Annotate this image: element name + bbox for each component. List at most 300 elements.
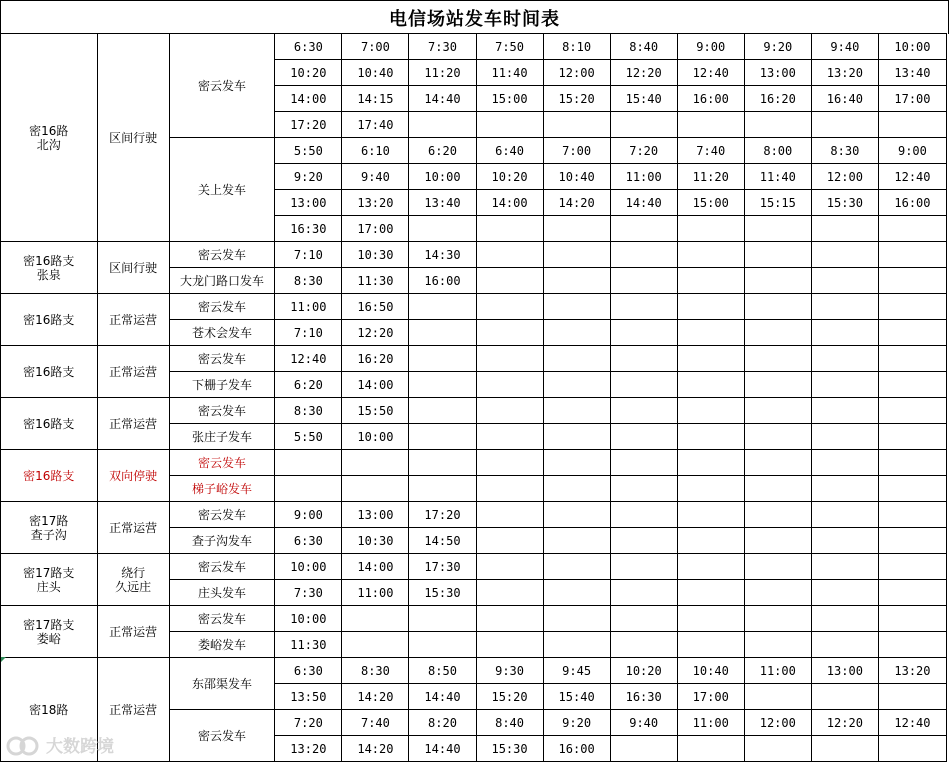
departure-time-cell: 11:40	[744, 164, 811, 190]
departure-time-cell: 5:50	[275, 138, 342, 164]
empty-cell	[677, 736, 744, 762]
empty-cell	[409, 112, 476, 138]
departure-time-cell: 7:00	[543, 138, 610, 164]
empty-cell	[610, 294, 677, 320]
departure-time-cell: 8:30	[275, 398, 342, 424]
departure-time-cell: 9:45	[543, 658, 610, 684]
departure-point-cell: 密云发车	[169, 34, 275, 138]
departure-time-cell: 16:00	[543, 736, 610, 762]
empty-cell	[476, 242, 543, 268]
empty-cell	[342, 632, 409, 658]
departure-point-cell: 密云发车	[169, 606, 275, 632]
departure-time-cell: 15:40	[610, 86, 677, 112]
empty-cell	[811, 476, 878, 502]
departure-time-cell: 16:00	[878, 190, 946, 216]
empty-cell	[677, 268, 744, 294]
departure-time-cell: 10:40	[677, 658, 744, 684]
departure-point-cell: 苍术会发车	[169, 320, 275, 346]
empty-cell	[409, 372, 476, 398]
empty-cell	[811, 580, 878, 606]
empty-cell	[476, 450, 543, 476]
departure-time-cell: 13:40	[878, 60, 946, 86]
departure-time-cell: 12:40	[275, 346, 342, 372]
empty-cell	[610, 580, 677, 606]
empty-cell	[275, 450, 342, 476]
empty-cell	[878, 476, 946, 502]
empty-cell	[476, 424, 543, 450]
empty-cell	[543, 112, 610, 138]
departure-point-cell: 密云发车	[169, 294, 275, 320]
empty-cell	[878, 372, 946, 398]
empty-cell	[744, 294, 811, 320]
departure-point-cell: 庄头发车	[169, 580, 275, 606]
empty-cell	[744, 112, 811, 138]
departure-time-cell: 17:40	[342, 112, 409, 138]
empty-cell	[543, 528, 610, 554]
empty-cell	[409, 424, 476, 450]
empty-cell	[744, 398, 811, 424]
departure-time-cell: 16:00	[409, 268, 476, 294]
table-row	[1, 658, 947, 684]
empty-cell	[677, 476, 744, 502]
departure-time-cell: 11:00	[677, 710, 744, 736]
empty-cell	[878, 268, 946, 294]
empty-cell	[409, 294, 476, 320]
empty-cell	[744, 606, 811, 632]
departure-time-cell: 10:20	[275, 60, 342, 86]
departure-point-cell: 下栅子发车	[169, 372, 275, 398]
departure-time-cell: 12:00	[744, 710, 811, 736]
departure-time-cell: 15:50	[342, 398, 409, 424]
empty-cell	[543, 580, 610, 606]
table-title: 电信场站发车时间表	[0, 0, 949, 34]
departure-time-cell: 12:20	[610, 60, 677, 86]
empty-cell	[543, 476, 610, 502]
empty-cell	[275, 476, 342, 502]
departure-time-cell: 6:30	[275, 658, 342, 684]
departure-time-cell: 13:00	[275, 190, 342, 216]
departure-point-cell: 密云发车	[169, 346, 275, 372]
empty-cell	[811, 606, 878, 632]
empty-cell	[677, 580, 744, 606]
empty-cell	[476, 346, 543, 372]
departure-time-cell: 14:20	[543, 190, 610, 216]
empty-cell	[744, 216, 811, 242]
table-row	[1, 242, 947, 268]
departure-time-cell: 14:40	[409, 86, 476, 112]
departure-time-cell: 6:40	[476, 138, 543, 164]
departure-time-cell: 16:20	[342, 346, 409, 372]
departure-time-cell: 17:20	[409, 502, 476, 528]
departure-time-cell: 15:20	[543, 86, 610, 112]
empty-cell	[677, 320, 744, 346]
operation-mode-cell: 正常运营	[97, 502, 169, 554]
departure-point-cell: 查子沟发车	[169, 528, 275, 554]
departure-time-cell: 6:20	[275, 372, 342, 398]
empty-cell	[811, 528, 878, 554]
departure-time-cell: 13:40	[409, 190, 476, 216]
departure-time-cell: 7:20	[275, 710, 342, 736]
departure-time-cell: 9:00	[677, 34, 744, 60]
departure-time-cell: 15:30	[811, 190, 878, 216]
departure-time-cell: 14:40	[409, 736, 476, 762]
departure-time-cell: 13:20	[342, 190, 409, 216]
empty-cell	[878, 294, 946, 320]
departure-time-cell: 9:30	[476, 658, 543, 684]
departure-time-cell: 7:10	[275, 320, 342, 346]
empty-cell	[543, 606, 610, 632]
empty-cell	[878, 398, 946, 424]
departure-time-cell: 16:30	[610, 684, 677, 710]
departure-time-cell: 8:30	[342, 658, 409, 684]
empty-cell	[610, 320, 677, 346]
departure-time-cell: 15:15	[744, 190, 811, 216]
empty-cell	[610, 372, 677, 398]
empty-cell	[409, 398, 476, 424]
departure-time-cell: 14:15	[342, 86, 409, 112]
empty-cell	[744, 632, 811, 658]
empty-cell	[878, 242, 946, 268]
empty-cell	[878, 528, 946, 554]
table-row	[1, 502, 947, 528]
empty-cell	[744, 242, 811, 268]
departure-time-cell: 7:40	[342, 710, 409, 736]
empty-cell	[878, 346, 946, 372]
departure-time-cell: 9:20	[543, 710, 610, 736]
empty-cell	[677, 632, 744, 658]
empty-cell	[476, 606, 543, 632]
departure-time-cell: 10:40	[543, 164, 610, 190]
empty-cell	[543, 502, 610, 528]
departure-time-cell: 14:00	[476, 190, 543, 216]
departure-point-cell: 关上发车	[169, 138, 275, 242]
empty-cell	[811, 216, 878, 242]
empty-cell	[476, 632, 543, 658]
departure-time-cell: 6:30	[275, 34, 342, 60]
departure-time-cell: 6:10	[342, 138, 409, 164]
empty-cell	[744, 554, 811, 580]
departure-time-cell: 11:00	[275, 294, 342, 320]
departure-time-cell: 10:00	[275, 554, 342, 580]
empty-cell	[409, 632, 476, 658]
empty-cell	[811, 450, 878, 476]
empty-cell	[543, 294, 610, 320]
departure-time-cell: 12:40	[878, 710, 946, 736]
departure-point-cell: 大龙门路口发车	[169, 268, 275, 294]
departure-time-cell: 14:30	[409, 242, 476, 268]
empty-cell	[342, 476, 409, 502]
empty-cell	[409, 216, 476, 242]
departure-time-cell: 6:20	[409, 138, 476, 164]
table-row	[1, 34, 947, 60]
empty-cell	[811, 684, 878, 710]
empty-cell	[744, 424, 811, 450]
departure-time-cell: 11:30	[275, 632, 342, 658]
departure-time-cell: 14:40	[409, 684, 476, 710]
empty-cell	[744, 684, 811, 710]
empty-cell	[878, 580, 946, 606]
route-name-cell: 密17路支 娄峪	[1, 606, 98, 658]
empty-cell	[543, 346, 610, 372]
empty-cell	[610, 268, 677, 294]
departure-point-cell: 张庄子发车	[169, 424, 275, 450]
empty-cell	[610, 398, 677, 424]
empty-cell	[677, 528, 744, 554]
empty-cell	[811, 502, 878, 528]
departure-time-cell: 8:20	[409, 710, 476, 736]
empty-cell	[878, 736, 946, 762]
departure-time-cell: 16:40	[811, 86, 878, 112]
departure-time-cell: 15:40	[543, 684, 610, 710]
departure-time-cell: 9:00	[275, 502, 342, 528]
departure-time-cell: 8:30	[275, 268, 342, 294]
departure-time-cell: 10:20	[476, 164, 543, 190]
departure-time-cell: 8:00	[744, 138, 811, 164]
empty-cell	[811, 294, 878, 320]
empty-cell	[744, 502, 811, 528]
empty-cell	[543, 554, 610, 580]
empty-cell	[610, 554, 677, 580]
operation-mode-cell: 正常运营	[97, 398, 169, 450]
empty-cell	[811, 346, 878, 372]
empty-cell	[811, 242, 878, 268]
empty-cell	[744, 528, 811, 554]
departure-time-cell: 7:20	[610, 138, 677, 164]
departure-time-cell: 14:20	[342, 736, 409, 762]
departure-time-cell: 11:00	[342, 580, 409, 606]
empty-cell	[811, 554, 878, 580]
departure-time-cell: 14:50	[409, 528, 476, 554]
operation-mode-cell: 正常运营	[97, 294, 169, 346]
table-row	[1, 450, 947, 476]
route-name-cell: 密16路支	[1, 346, 98, 398]
departure-time-cell: 10:40	[342, 60, 409, 86]
watermark-text: 大数跨境	[46, 737, 114, 757]
departure-time-cell: 13:00	[744, 60, 811, 86]
departure-point-cell: 密云发车	[169, 450, 275, 476]
departure-time-cell: 8:30	[811, 138, 878, 164]
empty-cell	[677, 294, 744, 320]
departure-time-cell: 13:00	[811, 658, 878, 684]
departure-time-cell: 13:20	[878, 658, 946, 684]
empty-cell	[811, 372, 878, 398]
empty-cell	[610, 450, 677, 476]
departure-point-cell: 东邵渠发车	[169, 658, 275, 710]
departure-time-cell: 7:30	[275, 580, 342, 606]
route-name-cell: 密16路支	[1, 450, 98, 502]
empty-cell	[543, 372, 610, 398]
empty-cell	[610, 632, 677, 658]
empty-cell	[476, 294, 543, 320]
empty-cell	[476, 528, 543, 554]
empty-cell	[543, 320, 610, 346]
empty-cell	[677, 112, 744, 138]
departure-time-cell: 16:30	[275, 216, 342, 242]
operation-mode-cell: 正常运营	[97, 606, 169, 658]
watermark-logo-icon	[6, 734, 42, 756]
empty-cell	[610, 242, 677, 268]
empty-cell	[811, 268, 878, 294]
departure-time-cell: 9:20	[275, 164, 342, 190]
empty-cell	[878, 450, 946, 476]
empty-cell	[677, 346, 744, 372]
empty-cell	[677, 424, 744, 450]
empty-cell	[811, 112, 878, 138]
operation-mode-cell: 正常运营	[97, 658, 169, 762]
departure-time-cell: 9:40	[610, 710, 677, 736]
departure-time-cell: 14:00	[342, 372, 409, 398]
empty-cell	[610, 112, 677, 138]
departure-time-cell: 14:00	[342, 554, 409, 580]
departure-point-cell: 密云发车	[169, 502, 275, 528]
departure-time-cell: 8:10	[543, 34, 610, 60]
departure-point-cell: 密云发车	[169, 242, 275, 268]
empty-cell	[610, 736, 677, 762]
empty-cell	[744, 450, 811, 476]
empty-cell	[677, 502, 744, 528]
empty-cell	[476, 112, 543, 138]
empty-cell	[811, 320, 878, 346]
route-name-cell: 密17路支 庄头	[1, 554, 98, 606]
empty-cell	[543, 398, 610, 424]
operation-mode-cell: 区间行驶	[97, 34, 169, 242]
empty-cell	[342, 450, 409, 476]
empty-cell	[543, 268, 610, 294]
empty-cell	[878, 320, 946, 346]
empty-cell	[342, 606, 409, 632]
departure-time-cell: 10:30	[342, 528, 409, 554]
empty-cell	[476, 554, 543, 580]
empty-cell	[409, 346, 476, 372]
empty-cell	[878, 112, 946, 138]
empty-cell	[476, 268, 543, 294]
departure-time-cell: 17:30	[409, 554, 476, 580]
empty-cell	[610, 216, 677, 242]
empty-cell	[677, 554, 744, 580]
departure-time-cell: 7:30	[409, 34, 476, 60]
empty-cell	[744, 372, 811, 398]
departure-time-cell: 9:40	[811, 34, 878, 60]
empty-cell	[677, 372, 744, 398]
empty-cell	[878, 216, 946, 242]
empty-cell	[878, 502, 946, 528]
empty-cell	[409, 476, 476, 502]
departure-time-cell: 11:40	[476, 60, 543, 86]
empty-cell	[744, 268, 811, 294]
empty-cell	[878, 684, 946, 710]
route-name-cell: 密16路 北沟	[1, 34, 98, 242]
departure-time-cell: 12:40	[677, 60, 744, 86]
empty-cell	[610, 476, 677, 502]
watermark	[6, 732, 114, 757]
empty-cell	[476, 372, 543, 398]
empty-cell	[878, 554, 946, 580]
empty-cell	[811, 424, 878, 450]
empty-cell	[476, 476, 543, 502]
empty-cell	[476, 320, 543, 346]
departure-time-cell: 12:20	[811, 710, 878, 736]
empty-cell	[476, 398, 543, 424]
departure-time-cell: 10:00	[878, 34, 946, 60]
empty-cell	[811, 736, 878, 762]
route-name-cell: 密16路支 张泉	[1, 242, 98, 294]
empty-cell	[677, 242, 744, 268]
operation-mode-cell: 区间行驶	[97, 242, 169, 294]
table-row	[1, 346, 947, 372]
departure-time-cell: 7:50	[476, 34, 543, 60]
departure-time-cell: 17:20	[275, 112, 342, 138]
table-row	[1, 398, 947, 424]
departure-time-cell: 10:30	[342, 242, 409, 268]
empty-cell	[744, 320, 811, 346]
empty-cell	[610, 502, 677, 528]
departure-time-cell: 8:40	[476, 710, 543, 736]
departure-time-cell: 13:50	[275, 684, 342, 710]
departure-time-cell: 15:30	[476, 736, 543, 762]
timetable	[0, 33, 947, 762]
empty-cell	[476, 216, 543, 242]
departure-time-cell: 10:00	[342, 424, 409, 450]
departure-time-cell: 15:00	[476, 86, 543, 112]
table-row	[1, 606, 947, 632]
empty-cell	[677, 216, 744, 242]
departure-time-cell: 17:00	[878, 86, 946, 112]
departure-time-cell: 6:30	[275, 528, 342, 554]
empty-cell	[610, 606, 677, 632]
departure-time-cell: 11:00	[744, 658, 811, 684]
empty-cell	[811, 398, 878, 424]
departure-time-cell: 8:50	[409, 658, 476, 684]
departure-time-cell: 7:10	[275, 242, 342, 268]
operation-mode-cell: 正常运营	[97, 346, 169, 398]
empty-cell	[610, 424, 677, 450]
empty-cell	[610, 528, 677, 554]
empty-cell	[744, 346, 811, 372]
empty-cell	[409, 450, 476, 476]
departure-time-cell: 13:20	[275, 736, 342, 762]
operation-mode-cell: 双向停驶	[97, 450, 169, 502]
route-name-cell: 密17路 查子沟	[1, 502, 98, 554]
empty-cell	[543, 424, 610, 450]
empty-cell	[878, 606, 946, 632]
route-name-cell: 密16路支	[1, 398, 98, 450]
departure-time-cell: 7:00	[342, 34, 409, 60]
empty-cell	[878, 424, 946, 450]
empty-cell	[677, 450, 744, 476]
empty-cell	[543, 242, 610, 268]
empty-cell	[878, 632, 946, 658]
departure-time-cell: 10:00	[275, 606, 342, 632]
departure-time-cell: 12:40	[878, 164, 946, 190]
empty-cell	[610, 346, 677, 372]
empty-cell	[744, 476, 811, 502]
empty-cell	[409, 320, 476, 346]
table-row	[1, 294, 947, 320]
departure-time-cell: 7:40	[677, 138, 744, 164]
departure-time-cell: 16:20	[744, 86, 811, 112]
empty-cell	[476, 502, 543, 528]
empty-cell	[677, 398, 744, 424]
departure-time-cell: 5:50	[275, 424, 342, 450]
departure-time-cell: 15:30	[409, 580, 476, 606]
departure-time-cell: 16:50	[342, 294, 409, 320]
departure-time-cell: 12:20	[342, 320, 409, 346]
departure-time-cell: 9:20	[744, 34, 811, 60]
departure-time-cell: 8:40	[610, 34, 677, 60]
departure-point-cell: 密云发车	[169, 710, 275, 762]
departure-time-cell: 15:20	[476, 684, 543, 710]
empty-cell	[543, 216, 610, 242]
